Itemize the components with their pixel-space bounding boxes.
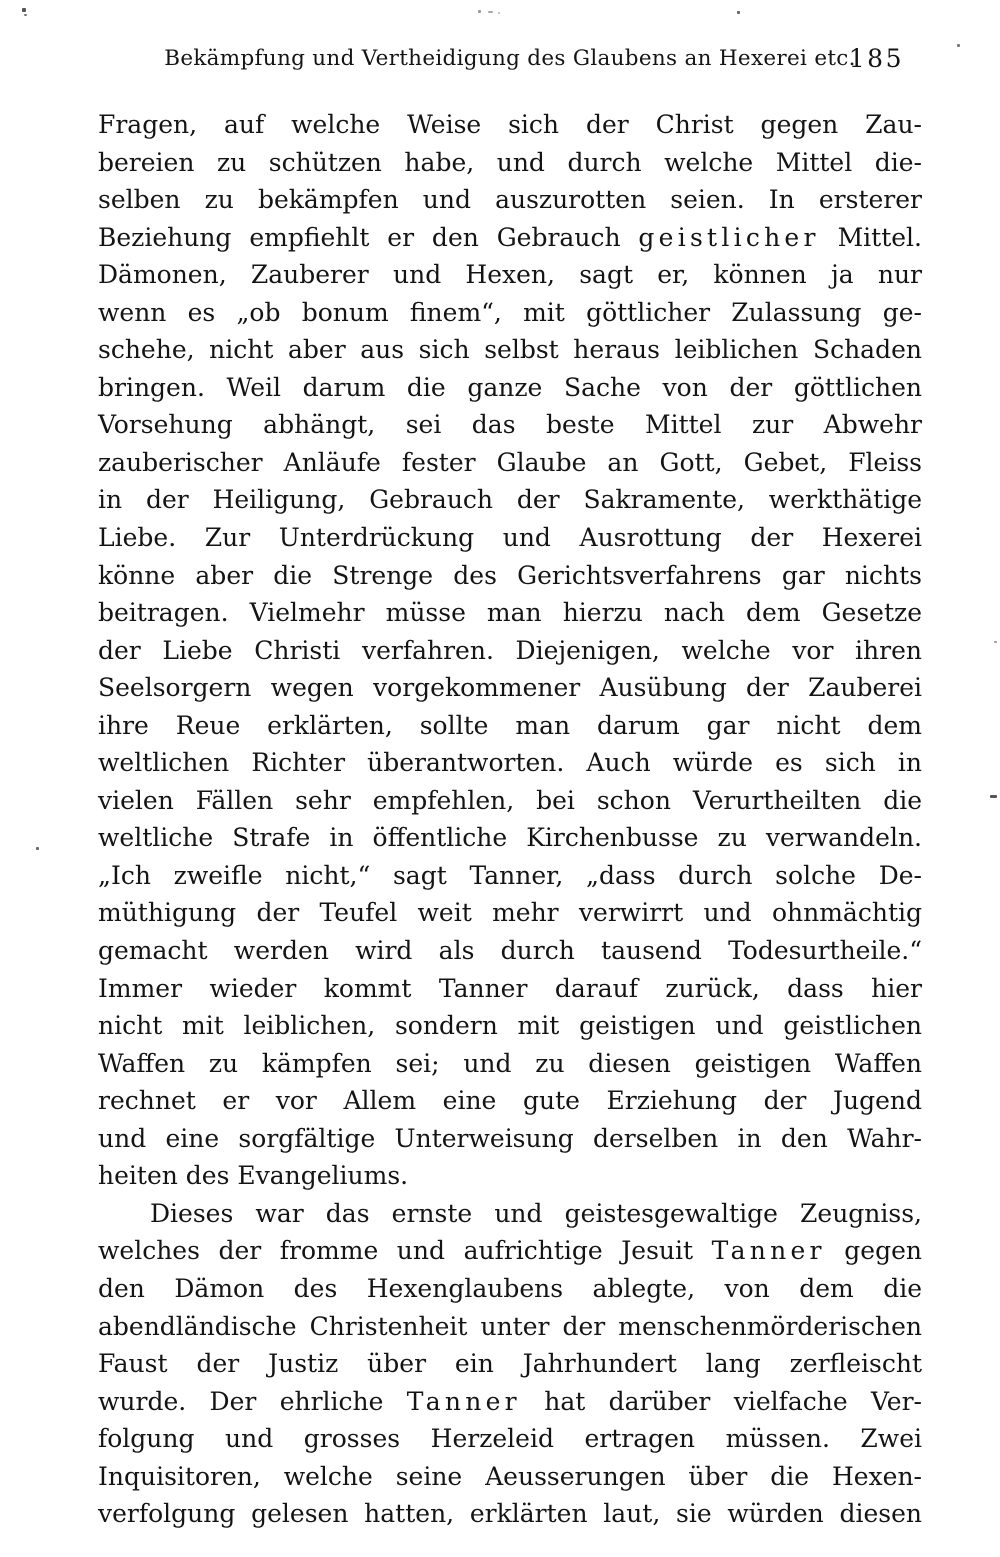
text-line (98, 894, 922, 932)
text-segment: Waffen zu kämpfen sei; und zu diesen geistigen Waffen (98, 1048, 922, 1078)
text-line (98, 782, 922, 820)
text-segment: Dämonen, Zauberer und Hexen, sagt er, können ja nur (98, 260, 922, 290)
text-line (98, 369, 922, 407)
text-segment: Immer wieder kommt Tanner darauf zurück, dass hier (98, 973, 922, 1003)
text-segment: bereien zu schützen habe, und durch welche Mittel die- (98, 147, 922, 177)
text-line (98, 557, 922, 595)
text-line (98, 1082, 922, 1120)
text-line (98, 744, 922, 782)
text-segment: weltlichen Richter überantworten. Auch würde es sich in (98, 748, 922, 778)
scan-speck (488, 11, 493, 13)
text-segment: weltliche Strafe in öffentliche Kirchenbusse zu verwandeln. (98, 823, 922, 853)
text-segment: folgung und grosses Herzeleid ertragen müssen. Zwei (98, 1424, 922, 1454)
text-segment: Fragen, auf welche Weise sich der Christ gegen Zau- (98, 110, 922, 139)
text-segment: heiten des Evangeliums. (98, 1161, 409, 1191)
text-line (98, 219, 922, 257)
text-line (98, 1495, 922, 1533)
text-segment: vielen Fällen sehr empfehlen, bei schon Verurtheilten die (98, 785, 922, 815)
scan-speck (24, 14, 27, 16)
text-line (98, 481, 922, 519)
text-line (98, 181, 922, 219)
text-segment: verfolgung gelesen hatten, erklärten laut, sie würden diesen (98, 1499, 922, 1529)
text-line (98, 1195, 922, 1233)
spaced-word: Tanner (406, 1386, 521, 1416)
text-line (98, 444, 922, 482)
text-line (98, 1157, 922, 1195)
text-segment: und eine sorgfältige Unterweisung derselben in den Wahr- (98, 1123, 922, 1153)
text-line (98, 1232, 922, 1270)
text-segment: bringen. Weil darum die ganze Sache von der göttlichen (98, 372, 922, 402)
text-segment: Faust der Justiz über ein Jahrhundert lang zerfleischt (98, 1349, 922, 1379)
text-segment: Mittel. (819, 222, 922, 252)
text-line (98, 256, 922, 294)
body-text (98, 106, 922, 1533)
text-segment: „Ich zweifle nicht,“ sagt Tanner, „dass durch solche De- (98, 860, 922, 890)
text-segment: rechnet er vor Allem eine gute Erziehung der Jugend (98, 1086, 922, 1116)
scan-speck (478, 10, 481, 13)
text-line (98, 1270, 922, 1308)
page-number: 185 (848, 44, 904, 73)
text-segment: Liebe. Zur Unterdrückung und Ausrottung der Hexerei (98, 523, 922, 553)
text-line (98, 294, 922, 332)
text-segment: Dieses war das ernste und geistesgewaltige Zeugniss, (150, 1198, 922, 1228)
text-line (98, 1383, 922, 1421)
text-segment: welches der fromme und aufrichtige Jesuit (98, 1236, 712, 1266)
text-segment: gegen (825, 1236, 922, 1266)
scan-speck (36, 847, 39, 850)
text-line (98, 519, 922, 557)
text-segment: ihre Reue erklärten, sollte man darum gar nicht dem (98, 710, 922, 740)
spaced-word: geistlicher (638, 222, 820, 252)
text-line (98, 632, 922, 670)
text-segment: Vorsehung abhängt, sei das beste Mittel zur Abwehr (98, 410, 922, 440)
text-segment: wenn es „ob bonum finem“, mit göttlicher Zulassung ge- (98, 297, 922, 327)
text-segment: beitragen. Vielmehr müsse man hierzu nach dem Gesetze (98, 598, 922, 628)
text-segment: in der Heiligung, Gebrauch der Sakramente, werkthätige (98, 485, 922, 515)
text-line (98, 1120, 922, 1158)
text-line (98, 1345, 922, 1383)
text-segment: Beziehung empfiehlt er den Gebrauch (98, 222, 639, 252)
scan-speck (22, 8, 26, 12)
text-segment: wurde. Der ehrliche (98, 1386, 407, 1416)
spaced-word: Tanner (711, 1236, 826, 1266)
scan-speck (990, 795, 997, 798)
text-segment: der Liebe Christi verfahren. Diejenigen, welche vor ihren (98, 635, 922, 665)
text-line (98, 819, 922, 857)
text-line (98, 707, 922, 745)
text-line (98, 331, 922, 369)
text-segment: Seelsorgern wegen vorgekommener Ausübung der Zauberei (98, 673, 922, 703)
text-segment: könne aber die Strenge des Gerichtsverfahrens gar nichts (98, 560, 922, 590)
text-line (98, 1458, 922, 1496)
text-line (98, 594, 922, 632)
text-line (98, 144, 922, 182)
text-segment: selben zu bekämpfen und auszurotten seien. In ersterer (98, 185, 922, 215)
text-segment: Inquisitoren, welche seine Aeusserungen über die Hexen- (98, 1461, 922, 1491)
text-line (98, 1007, 922, 1045)
text-segment: abendländische Christenheit unter der menschenmörderischen (98, 1311, 922, 1341)
running-head: Bekämpfung und Vertheidigung des Glaubens an Hexerei etc. (164, 46, 856, 71)
scan-speck (994, 641, 997, 643)
scan-speck (737, 11, 740, 14)
text-segment: hat darüber vielfache Ver- (520, 1386, 922, 1416)
text-line (98, 932, 922, 970)
text-line (98, 406, 922, 444)
text-segment: müthigung der Teufel weit mehr verwirrt und ohnmächtig (98, 898, 922, 928)
text-line (98, 1308, 922, 1346)
scan-speck (957, 44, 960, 47)
text-segment: nicht mit leiblichen, sondern mit geistigen und geistlichen (98, 1011, 922, 1041)
text-line (98, 669, 922, 707)
text-segment: schehe, nicht aber aus sich selbst heraus leiblichen Schaden (98, 335, 922, 365)
text-segment: gemacht werden wird als durch tausend Todesurtheile.“ (98, 936, 922, 966)
text-segment: den Dämon des Hexenglaubens ablegte, von dem die (98, 1273, 922, 1303)
text-line (98, 970, 922, 1008)
text-segment: zauberischer Anläufe fester Glaube an Gott, Gebet, Fleiss (98, 447, 922, 477)
text-line (98, 106, 922, 144)
text-line (98, 857, 922, 895)
text-line (98, 1420, 922, 1458)
scan-speck (498, 12, 500, 14)
text-line (98, 1045, 922, 1083)
